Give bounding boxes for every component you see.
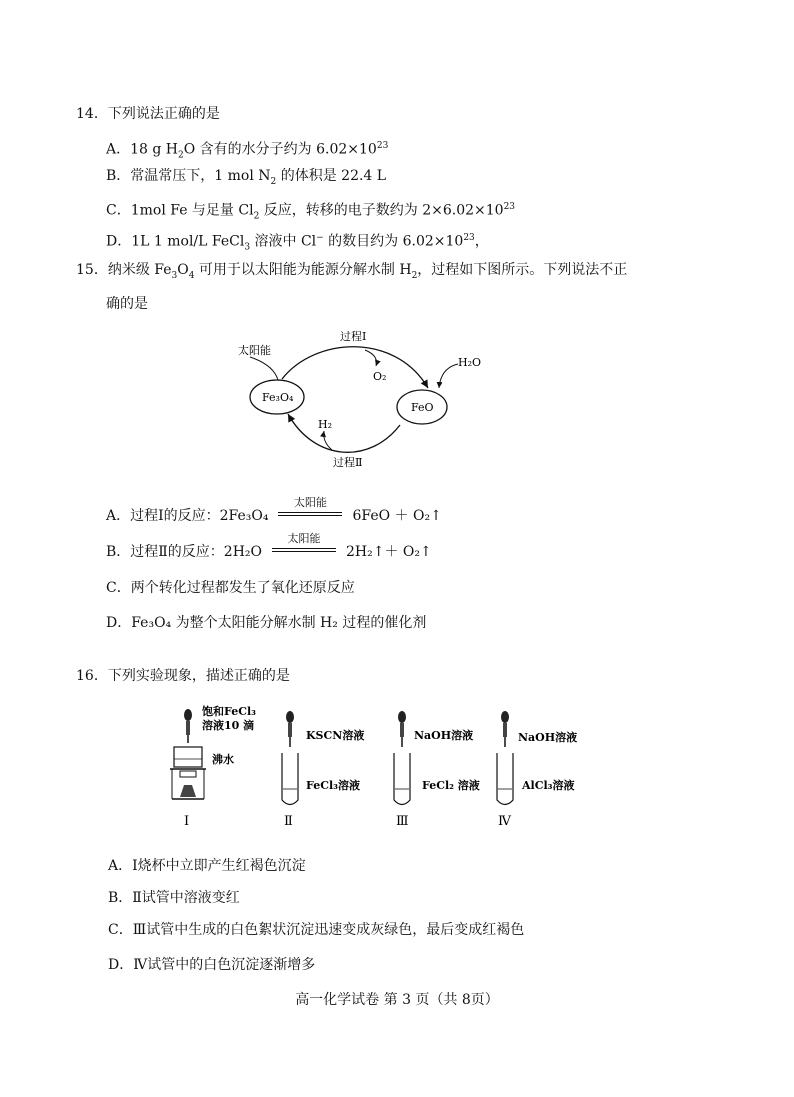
IV-label: Ⅳ — [498, 814, 511, 829]
I-content: 沸水 — [212, 753, 234, 766]
II-reagent: KSCN溶液 — [306, 729, 365, 742]
q15-option-a: A．过程Ⅰ的反应：2Fe₃O₄ 太阳能 6FeO ＋ O₂↑ — [106, 496, 442, 524]
q14-option-b: B．常温常压下，1 mol $N_2$ 的体积是 22.4 L — [106, 168, 387, 187]
q15-stem: 15．纳米级 $Fe_3O_4$ 可用于以太阳能为能源分解水制 $H_2$，过程如下图所示。下列说法不正 — [76, 262, 628, 281]
h2-arrow — [324, 431, 332, 450]
solar-label: 太阳能 — [238, 344, 271, 357]
III-label: Ⅲ — [396, 814, 409, 829]
process1-arrow — [282, 347, 428, 388]
I-label: Ⅰ — [184, 814, 190, 829]
q16-option-a: A．Ⅰ烧杯中立即产生红褐色沉淀 — [108, 858, 306, 874]
q15-stem-line2: 确的是 — [106, 296, 148, 312]
q15-option-d: D．Fe₃O₄ 为整个太阳能分解水制 H₂ 过程的催化剂 — [106, 615, 427, 631]
page-footer: 高一化学试卷 第 3 页（共 8页） — [295, 992, 499, 1008]
q14-stem: 14．下列说法正确的是 — [76, 106, 220, 122]
process2-label: 过程Ⅱ — [333, 456, 363, 469]
o2-label: O₂ — [373, 370, 387, 383]
q14-option-a: A．18 g $H_2O$ 含有的水分子约为 $6.02\times 10^{23}$ — [106, 141, 389, 161]
q14-option-d: D．1L 1 mol/L FeCl$_3$ 溶液中 Cl− 的数目约为 $6.02\times 10^{23}$， — [106, 233, 489, 253]
fe3o4-cycle-diagram — [220, 322, 500, 472]
III-content: FeCl₂ 溶液 — [422, 779, 480, 792]
apparatus-II — [282, 711, 298, 805]
apparatus-IV — [497, 711, 513, 805]
fe3o4-label: Fe₃O₄ — [262, 391, 294, 404]
q16-stem: 16．下列实验现象，描述正确的是 — [76, 668, 290, 684]
h2-label: H₂ — [318, 418, 333, 431]
q16-option-d: D．Ⅳ试管中的白色沉淀逐渐增多 — [108, 957, 316, 973]
o2-arrow — [365, 350, 377, 366]
q16-option-b: B．Ⅱ试管中溶液变红 — [108, 890, 240, 906]
IV-content: AlCl₃溶液 — [522, 779, 575, 792]
I-reagent-line2: 溶液10 滴 — [202, 719, 255, 732]
q14-option-c: C．1mol Fe 与足量 $Cl_2$ 反应，转移的电子数约为 $2\times 6.02\times 10^{23}$ — [106, 202, 516, 222]
process2-arrow — [288, 414, 400, 452]
II-label: Ⅱ — [284, 814, 293, 829]
q15-option-b: B．过程Ⅱ的反应：2H₂O 太阳能 2H₂↑＋ O₂↑ — [106, 532, 432, 560]
III-reagent: NaOH溶液 — [414, 729, 474, 742]
q15-option-c: C．两个转化过程都发生了氧化还原反应 — [106, 580, 355, 596]
apparatus-I — [170, 709, 206, 799]
solar-pointer — [250, 357, 278, 380]
q16-apparatus — [160, 705, 600, 830]
process1-label: 过程Ⅰ — [340, 330, 367, 343]
IV-reagent: NaOH溶液 — [518, 731, 578, 744]
feo-label: FeO — [411, 401, 434, 414]
II-content: FeCl₃溶液 — [306, 779, 360, 792]
h2o-arrow — [439, 364, 458, 388]
I-reagent-line1: 饱和FeCl₃ — [202, 705, 256, 718]
apparatus-III — [394, 711, 410, 805]
h2o-label: H₂O — [458, 356, 482, 369]
q16-option-c: C．Ⅲ试管中生成的白色絮状沉淀迅速变成灰绿色，最后变成红褐色 — [108, 922, 525, 938]
